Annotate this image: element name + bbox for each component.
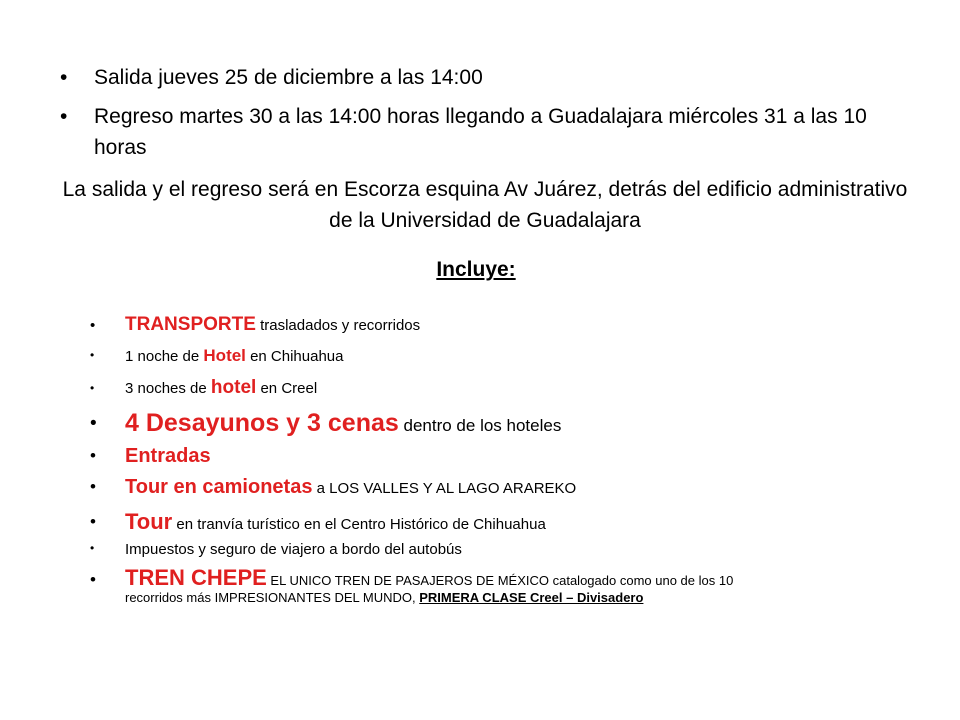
tren-underlined-text: PRIMERA CLASE Creel – Divisadero [419,590,644,605]
desayunos-highlight: 4 Desayunos y 3 cenas [125,409,399,437]
desayunos-text: dentro de los hoteles [398,416,562,435]
tour-camionetas-highlight: Tour en camionetas [125,476,313,498]
regreso-text: Regreso martes 30 a las 14:00 horas llegando a Guadalajara miércoles 31 a las 10 horas [94,105,867,159]
incluye-heading: Incluye: [436,258,516,281]
bullet-icon: • [60,66,68,89]
list-item-tour-camionetas [90,476,890,509]
bullet-icon: • [90,477,96,496]
salida-text: Salida jueves 25 de diciembre a las 14:00 [94,66,483,89]
hotel-chih-highlight: Hotel [203,346,246,365]
top-bullet-list [60,62,910,171]
bullet-icon: • [90,413,97,434]
tour-camionetas-text: a LOS VALLES Y AL LAGO ARAREKO [312,480,577,497]
list-item-tren [90,565,785,606]
hotel-chih-text: en Chihuahua [245,348,344,365]
list-item-entradas [90,445,890,476]
bullet-icon: • [90,570,96,589]
meeting-point-paragraph: La salida y el regreso será en Escorza esquina Av Juárez, detrás del edificio administrativo de la Universidad de Guadalajara [62,178,908,232]
transporte-text: trasladados y recorridos [255,317,421,334]
hotel-creel-text: en Creel [256,380,318,397]
bullet-icon: • [90,541,95,555]
tren-text: EL UNICO TREN DE PASAJEROS DE MÉXICO catalogado como uno de los 10 recorridos más IMPRESIONANTES DEL MUNDO, [125,573,734,605]
list-item-hotel-chihuahua [90,346,890,377]
bullet-icon: • [90,317,96,334]
bullet-icon: • [90,381,95,395]
bullet-icon: • [90,512,96,531]
impuestos-text: Impuestos y seguro de viajero a bordo del autobús [125,541,462,558]
tour-tranvia-text: en tranvía turístico en el Centro Histórico de Chihuahua [172,516,546,533]
list-item-hotel-creel [90,377,890,409]
hotel-creel-pre: 3 noches de [125,380,211,397]
entradas-highlight: Entradas [125,445,211,467]
includes-list [90,314,890,606]
bullet-icon: • [90,348,95,362]
list-item-salida [60,62,910,93]
bullet-icon: • [90,446,96,465]
transporte-highlight: TRANSPORTE [125,314,256,335]
list-item-desayunos [90,409,890,445]
hotel-chih-pre: 1 noche de [125,348,204,365]
hotel-creel-highlight: hotel [210,377,257,398]
list-item-transporte [90,314,890,346]
list-item-tour-tranvia [90,509,890,541]
tren-highlight: TREN CHEPE [125,565,267,590]
bullet-icon: • [60,105,68,128]
tour-tranvia-highlight: Tour [125,509,173,534]
list-item-regreso [60,101,910,163]
